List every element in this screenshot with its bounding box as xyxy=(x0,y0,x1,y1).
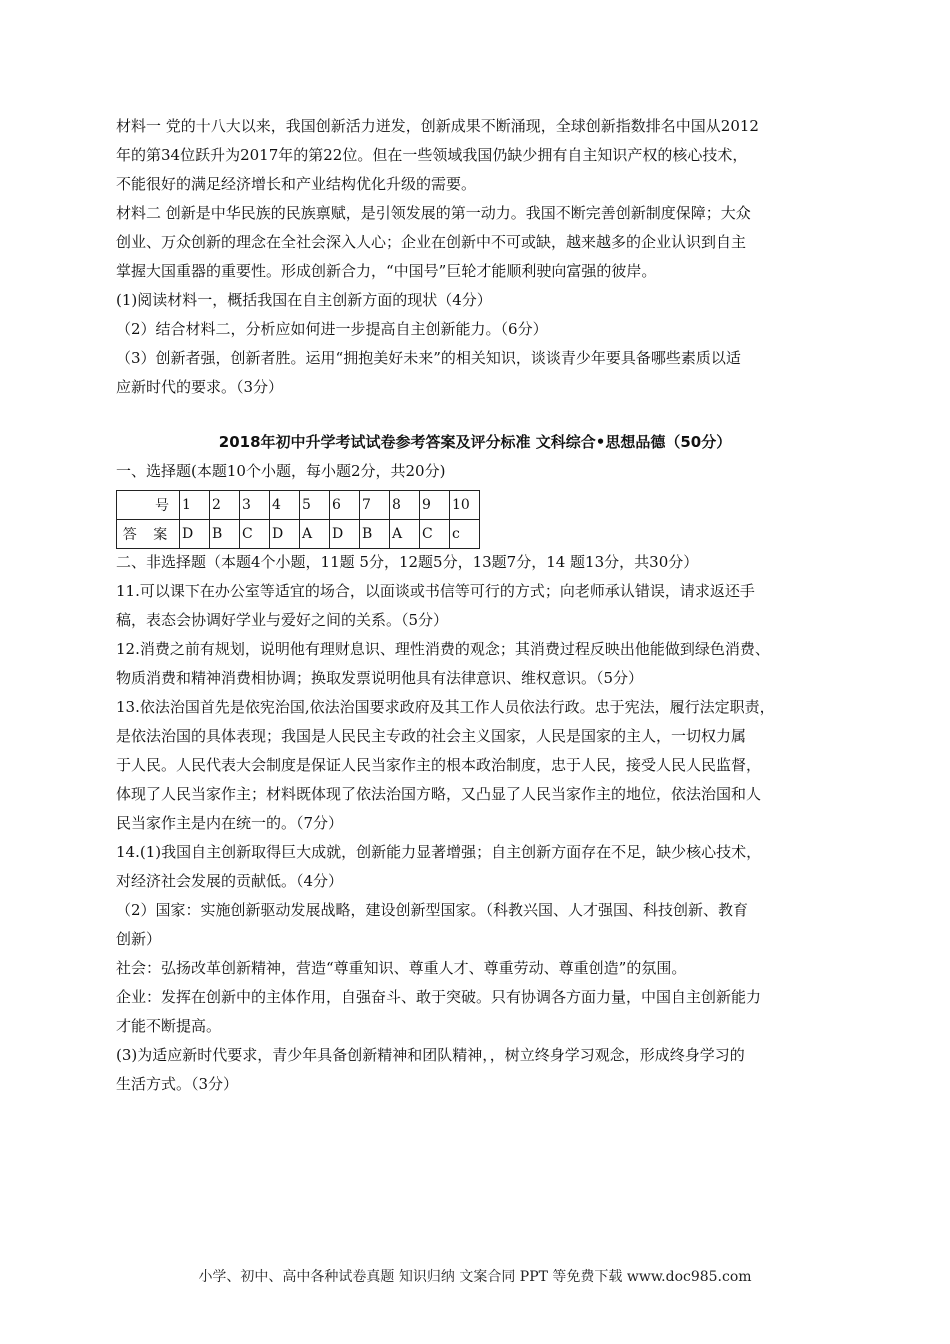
table-cell-answer: D xyxy=(270,520,300,549)
answer-line: 才能不断提高。 xyxy=(116,1017,222,1035)
answer-line: （2）国家：实施创新驱动发展战略，建设创新型国家。（科教兴国、人才强国、科技创新、教育 xyxy=(116,901,749,919)
answer-line: 稿，表态会协调好学业与爱好之间的关系。（5分） xyxy=(116,611,449,629)
table-cell-number: 8 xyxy=(390,491,420,520)
table-header-number: 号 xyxy=(117,491,180,520)
question-2: （2）结合材料二，分析应如何进一步提高自主创新能力。（6分） xyxy=(116,320,548,338)
material-1-line-2: 年的第34位跃升为2017年的第22位。但在一些领域我国仍缺少拥有自主知识产权的核心技术， xyxy=(116,146,748,164)
answer-line: 14.(1)我国自主创新取得巨大成就，创新能力显著增强；自主创新方面存在不足，缺少核心技术， xyxy=(116,843,762,861)
table-cell-number: 2 xyxy=(210,491,240,520)
table-row-answers xyxy=(117,520,480,549)
section-1-heading: 一、选择题(本题10个小题，每小题2分，共20分) xyxy=(116,462,446,480)
table-cell-number: 10 xyxy=(450,491,480,520)
table-cell-number: 4 xyxy=(270,491,300,520)
table-row-numbers xyxy=(117,491,480,520)
table-cell-answer: B xyxy=(360,520,390,549)
answer-line: 企业：发挥在创新中的主体作用，自强奋斗、敢于突破。只有协调各方面力量，中国自主创新能力 xyxy=(116,988,762,1006)
table-cell-number: 9 xyxy=(420,491,450,520)
question-3-line-2: 应新时代的要求。（3分） xyxy=(116,378,284,396)
question-3-line-1: （3）创新者强，创新者胜。运用“拥抱美好未来”的相关知识，谈谈青少年要具备哪些素质以适 xyxy=(116,349,741,367)
answer-line: 物质消费和精神消费相协调；换取发票说明他具有法律意识、维权意识。（5分） xyxy=(116,669,644,687)
question-1: (1)阅读材料一，概括我国在自主创新方面的现状（4分） xyxy=(116,291,492,309)
answer-line: 生活方式。（3分） xyxy=(116,1075,239,1093)
material-2-line-3: 掌握大国重器的重要性。形成创新合力，“中国号”巨轮才能顺利驶向富强的彼岸。 xyxy=(116,262,657,280)
table-cell-number: 5 xyxy=(300,491,330,520)
answer-line: (3)为适应新时代要求，青少年具备创新精神和团队精神，，树立终身学习观念，形成终身学习的 xyxy=(116,1046,745,1064)
table-cell-number: 7 xyxy=(360,491,390,520)
table-cell-answer: D xyxy=(180,520,210,549)
answer-line: 12.消费之前有规划，说明他有理财息识、理性消费的观念；其消费过程反映出他能做到绿色消费、 xyxy=(116,640,770,658)
table-cell-answer: D xyxy=(330,520,360,549)
table-cell-answer: A xyxy=(390,520,420,549)
table-cell-number: 3 xyxy=(240,491,270,520)
material-2-line-2: 创业、万众创新的理念在全社会深入人心；企业在创新中不可或缺，越来越多的企业认识到自主 xyxy=(116,233,747,251)
table-cell-answer: C xyxy=(240,520,270,549)
answer-line: 创新） xyxy=(116,930,162,948)
table-cell-answer: A xyxy=(300,520,330,549)
table-cell-answer: B xyxy=(210,520,240,549)
answer-line: 体现了人民当家作主；材料既体现了依法治国方略，又凸显了人民当家作主的地位，依法治国和人 xyxy=(116,785,762,803)
table-header-answer: 答 案 xyxy=(117,520,180,549)
answer-line: 13.依法治国首先是依宪治国,依法治国要求政府及其工作人员依法行政。忠于宪法，履行法定职责， xyxy=(116,698,775,716)
answer-line: 11.可以课下在办公室等适宜的场合，以面谈或书信等可行的方式；向老师承认错误，请求返还手 xyxy=(116,582,755,600)
material-1-line-3: 不能很好的满足经济增长和产业结构优化升级的需要。 xyxy=(116,175,477,193)
material-2-line-1: 材料二 创新是中华民族的民族禀赋，是引领发展的第一动力。我国不断完善创新制度保障；大众 xyxy=(116,204,751,222)
table-cell-answer: c xyxy=(450,520,480,549)
table-cell-number: 6 xyxy=(330,491,360,520)
material-1-line-1: 材料一 党的十八大以来，我国创新活力迸发，创新成果不断涌现，全球创新指数排名中国从2012 xyxy=(116,117,759,135)
table-cell-answer: C xyxy=(420,520,450,549)
footer-text: 小学、初中、高中各种试卷真题 知识归纳 文案合同 PPT 等免费下载 www.doc985.com xyxy=(198,1269,752,1285)
answer-line: 民当家作主是内在统一的。（7分） xyxy=(116,814,344,832)
table-cell-number: 1 xyxy=(180,491,210,520)
answer-key-title: 2018年初中升学考试试卷参考答案及评分标准 文科综合•思想品德（50分） xyxy=(218,433,732,451)
answer-line: 社会：弘扬改革创新精神，营造“尊重知识、尊重人才、尊重劳动、尊重创造”的氛围。 xyxy=(116,959,687,977)
answer-line: 是依法治国的具体表现；我国是人民民主专政的社会主义国家，人民是国家的主人，一切权力属 xyxy=(116,727,747,745)
answer-line: 于人民。人民代表大会制度是保证人民当家作主的根本政治制度，忠于人民，接受人民人民监督， xyxy=(116,756,762,774)
answer-table xyxy=(116,490,480,549)
answer-line: 对经济社会发展的贡献低。（4分） xyxy=(116,872,344,890)
section-2-heading: 二、非选择题（本题4个小题，11题 5分，12题5分，13题7分，14 题13分，共30分） xyxy=(116,553,699,571)
